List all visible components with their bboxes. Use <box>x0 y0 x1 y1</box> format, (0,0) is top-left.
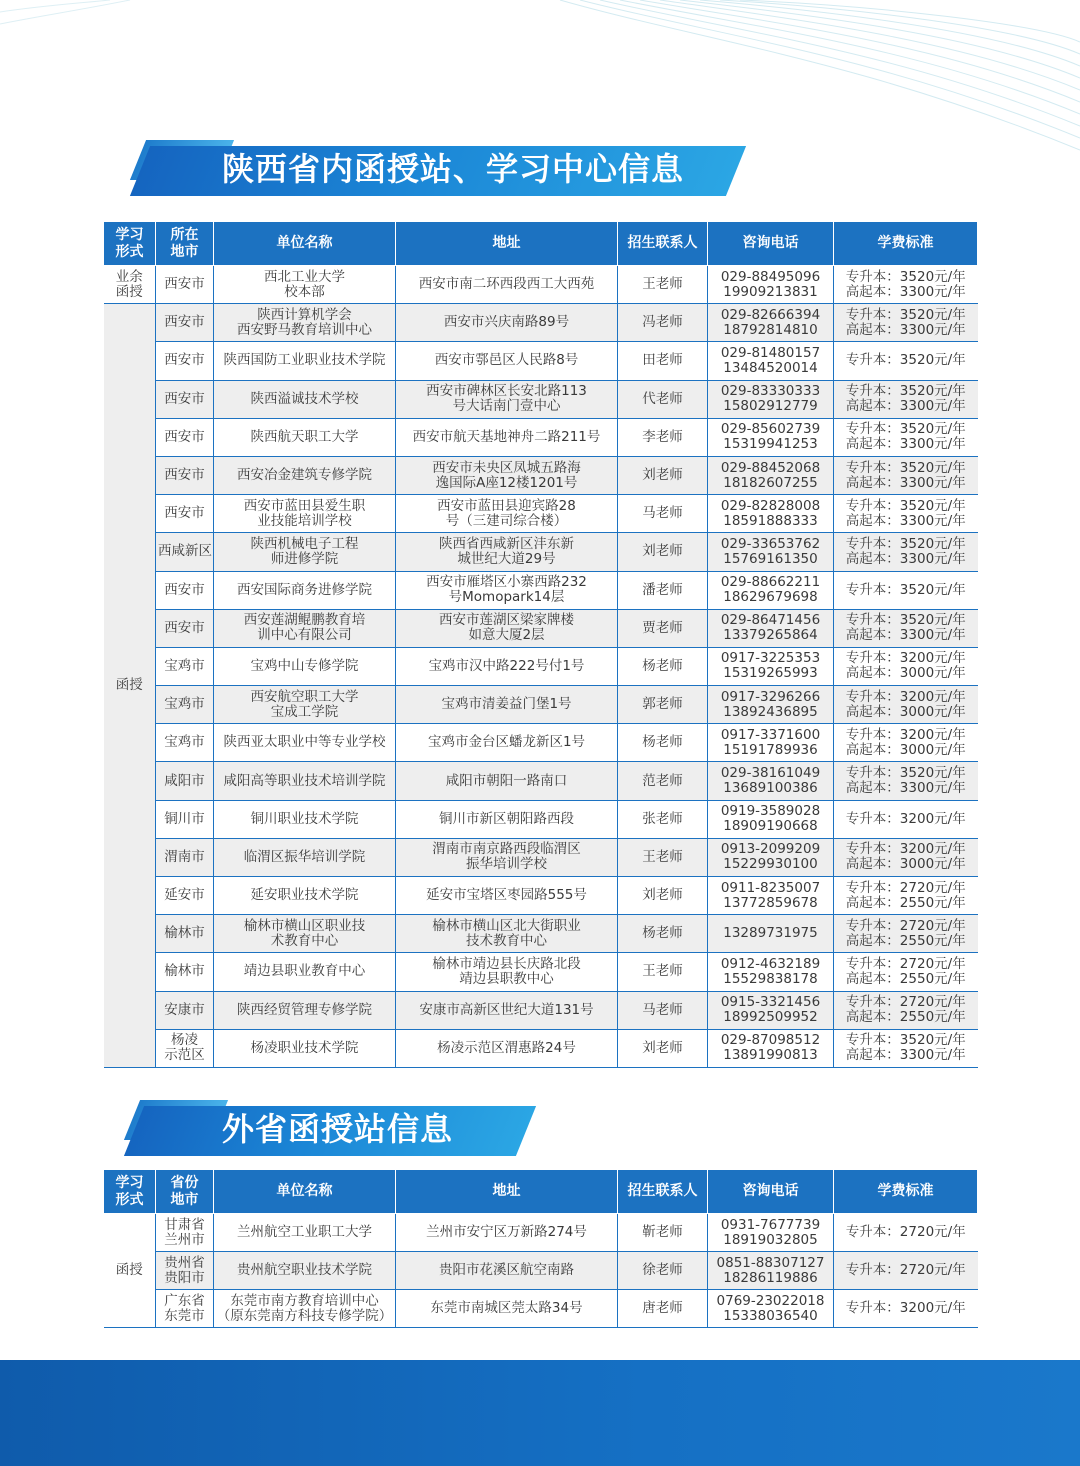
address-cell: 西安市雁塔区小寨西路232 号Momopark14层 <box>396 571 618 609</box>
table-row <box>104 380 978 418</box>
city-cell: 西安市 <box>156 380 214 418</box>
city-cell: 咸阳市 <box>156 762 214 800</box>
address-cell: 西安市航天基地神舟二路211号 <box>396 418 618 456</box>
city-cell: 西安市 <box>156 571 214 609</box>
phone-cell: 0913-2099209 15229930100 <box>708 838 834 876</box>
phone-cell: 0915-3321456 18992509952 <box>708 991 834 1029</box>
unit-name-cell: 陕西经贸管理专修学院 <box>214 991 396 1029</box>
fee-cell: 专升本：2720元/年 高起本：2550元/年 <box>834 915 978 953</box>
address-cell: 陕西省西咸新区沣东新 城世纪大道29号 <box>396 533 618 571</box>
header-phone: 咨询电话 <box>708 222 834 266</box>
table-row <box>104 1029 978 1067</box>
out-of-province-stations-table <box>103 1169 978 1328</box>
contact-cell: 刘老师 <box>618 1029 708 1067</box>
address-cell: 咸阳市朝阳一路南口 <box>396 762 618 800</box>
phone-cell: 0917-3371600 15191789936 <box>708 724 834 762</box>
section-banner <box>0 143 760 193</box>
table-row <box>104 991 978 1029</box>
contact-cell: 徐老师 <box>618 1252 708 1290</box>
fee-cell: 专升本：3200元/年 高起本：3000元/年 <box>834 724 978 762</box>
phone-cell: 0911-8235007 13772859678 <box>708 877 834 915</box>
unit-name-cell: 西安莲湖鲲鹏教育培 训中心有限公司 <box>214 609 396 647</box>
fee-cell: 专升本：3520元/年 高起本：3300元/年 <box>834 533 978 571</box>
contact-cell: 王老师 <box>618 838 708 876</box>
fee-cell: 专升本：3520元/年 高起本：3300元/年 <box>834 609 978 647</box>
fee-cell: 专升本：3200元/年 <box>834 800 978 838</box>
fee-cell: 专升本：3520元/年 高起本：3300元/年 <box>834 304 978 342</box>
address-cell: 东莞市南城区莞太路34号 <box>396 1290 618 1328</box>
address-cell: 西安市蓝田县迎宾路28 号（三建司综合楼） <box>396 495 618 533</box>
fee-cell: 专升本：3520元/年 高起本：3300元/年 <box>834 266 978 304</box>
unit-name-cell: 咸阳高等职业技术培训学院 <box>214 762 396 800</box>
address-cell: 西安市未央区凤城五路海 逸国际A座12楼1201号 <box>396 456 618 494</box>
contact-cell: 冯老师 <box>618 304 708 342</box>
contact-cell: 唐老师 <box>618 1290 708 1328</box>
contact-cell: 郭老师 <box>618 686 708 724</box>
unit-name-cell: 陕西亚太职业中等专业学校 <box>214 724 396 762</box>
section-title: 外省函授站信息 <box>222 1110 454 1148</box>
table-row <box>104 456 978 494</box>
fee-cell: 专升本：2720元/年 高起本：2550元/年 <box>834 877 978 915</box>
unit-name-cell: 榆林市横山区职业技 术教育中心 <box>214 915 396 953</box>
unit-name-cell: 贵州航空职业技术学院 <box>214 1252 396 1290</box>
table-header-row <box>104 222 978 266</box>
fee-cell: 专升本：2720元/年 <box>834 1214 978 1252</box>
unit-name-cell: 西北工业大学 校本部 <box>214 266 396 304</box>
unit-name-cell: 靖边县职业教育中心 <box>214 953 396 991</box>
contact-cell: 张老师 <box>618 800 708 838</box>
phone-cell: 0917-3225353 15319265993 <box>708 647 834 685</box>
fee-cell: 专升本：3520元/年 <box>834 571 978 609</box>
contact-cell: 李老师 <box>618 418 708 456</box>
study-form-cell: 函授 <box>104 1214 156 1328</box>
table-row <box>104 1214 978 1252</box>
fee-cell: 专升本：3200元/年 高起本：3000元/年 <box>834 686 978 724</box>
address-cell: 兰州市安宁区万新路274号 <box>396 1214 618 1252</box>
address-cell: 安康市高新区世纪大道131号 <box>396 991 618 1029</box>
unit-name-cell: 陕西国防工业职业技术学院 <box>214 342 396 380</box>
city-cell: 铜川市 <box>156 800 214 838</box>
fee-cell: 专升本：3520元/年 高起本：3300元/年 <box>834 762 978 800</box>
city-cell: 甘肃省 兰州市 <box>156 1214 214 1252</box>
fee-cell: 专升本：3520元/年 高起本：3300元/年 <box>834 1029 978 1067</box>
contact-cell: 田老师 <box>618 342 708 380</box>
unit-name-cell: 陕西航天职工大学 <box>214 418 396 456</box>
table-row <box>104 418 978 456</box>
city-cell: 榆林市 <box>156 953 214 991</box>
phone-cell: 029-38161049 13689100386 <box>708 762 834 800</box>
city-cell: 渭南市 <box>156 838 214 876</box>
unit-name-cell: 铜川职业技术学院 <box>214 800 396 838</box>
contact-cell: 王老师 <box>618 953 708 991</box>
city-cell: 宝鸡市 <box>156 724 214 762</box>
unit-name-cell: 西安市蓝田县爱生职 业技能培训学校 <box>214 495 396 533</box>
phone-cell: 029-81480157 13484520014 <box>708 342 834 380</box>
city-cell: 延安市 <box>156 877 214 915</box>
table-row <box>104 953 978 991</box>
contact-cell: 贾老师 <box>618 609 708 647</box>
table-row <box>104 495 978 533</box>
phone-cell: 029-87098512 13891990813 <box>708 1029 834 1067</box>
header-contact: 招生联系人 <box>618 1170 708 1214</box>
fee-cell: 专升本：3200元/年 <box>834 1290 978 1328</box>
table-row <box>104 877 978 915</box>
unit-name-cell: 延安职业技术学院 <box>214 877 396 915</box>
city-cell: 西安市 <box>156 456 214 494</box>
city-cell: 广东省 东莞市 <box>156 1290 214 1328</box>
phone-cell: 029-88662211 18629679698 <box>708 571 834 609</box>
phone-cell: 13289731975 <box>708 915 834 953</box>
header-address: 地址 <box>396 1170 618 1214</box>
fee-cell: 专升本：3520元/年 高起本：3300元/年 <box>834 495 978 533</box>
study-form-cell: 函授 <box>104 304 156 1068</box>
address-cell: 榆林市横山区北大街职业 技术教育中心 <box>396 915 618 953</box>
phone-cell: 029-86471456 13379265864 <box>708 609 834 647</box>
header-form: 学习 形式 <box>104 222 156 266</box>
city-cell: 榆林市 <box>156 915 214 953</box>
table-row <box>104 724 978 762</box>
table-row <box>104 647 978 685</box>
header-city: 省份 地市 <box>156 1170 214 1214</box>
city-cell: 宝鸡市 <box>156 686 214 724</box>
phone-cell: 029-82828008 18591888333 <box>708 495 834 533</box>
address-cell: 杨凌示范区渭惠路24号 <box>396 1029 618 1067</box>
header-fee: 学费标准 <box>834 222 978 266</box>
contact-cell: 刘老师 <box>618 456 708 494</box>
footer-band <box>0 1360 1080 1466</box>
contact-cell: 杨老师 <box>618 724 708 762</box>
unit-name-cell: 陕西机械电子工程 师进修学院 <box>214 533 396 571</box>
fee-cell: 专升本：3520元/年 高起本：3300元/年 <box>834 418 978 456</box>
city-cell: 西安市 <box>156 609 214 647</box>
phone-cell: 029-85602739 15319941253 <box>708 418 834 456</box>
header-unit: 单位名称 <box>214 1170 396 1214</box>
city-cell: 杨凌 示范区 <box>156 1029 214 1067</box>
header-address: 地址 <box>396 222 618 266</box>
address-cell: 西安市碑林区长安北路113 号大话南门壹中心 <box>396 380 618 418</box>
address-cell: 贵阳市花溪区航空南路 <box>396 1252 618 1290</box>
domestic-stations-table <box>103 221 978 1068</box>
phone-cell: 0917-3296266 13892436895 <box>708 686 834 724</box>
unit-name-cell: 东莞市南方教育培训中心 （原东莞南方科技专修学院） <box>214 1290 396 1328</box>
address-cell: 宝鸡市清姜益门堡1号 <box>396 686 618 724</box>
fee-cell: 专升本：2720元/年 <box>834 1252 978 1290</box>
contact-cell: 刘老师 <box>618 877 708 915</box>
header-unit: 单位名称 <box>214 222 396 266</box>
contact-cell: 范老师 <box>618 762 708 800</box>
phone-cell: 0769-23022018 15338036540 <box>708 1290 834 1328</box>
contact-cell: 潘老师 <box>618 571 708 609</box>
table-row <box>104 533 978 571</box>
city-cell: 西安市 <box>156 495 214 533</box>
address-cell: 铜川市新区朝阳路西段 <box>396 800 618 838</box>
address-cell: 西安市南二环西段西工大西苑 <box>396 266 618 304</box>
phone-cell: 029-82666394 18792814810 <box>708 304 834 342</box>
contact-cell: 马老师 <box>618 495 708 533</box>
city-cell: 西安市 <box>156 304 214 342</box>
table-row <box>104 304 978 342</box>
city-cell: 西安市 <box>156 418 214 456</box>
unit-name-cell: 西安航空职工大学 宝成工学院 <box>214 686 396 724</box>
city-cell: 西咸新区 <box>156 533 214 571</box>
address-cell: 宝鸡市金台区蟠龙新区1号 <box>396 724 618 762</box>
city-cell: 安康市 <box>156 991 214 1029</box>
phone-cell: 0851-88307127 18286119886 <box>708 1252 834 1290</box>
unit-name-cell: 临渭区振华培训学院 <box>214 838 396 876</box>
fee-cell: 专升本：2720元/年 高起本：2550元/年 <box>834 953 978 991</box>
header-fee: 学费标准 <box>834 1170 978 1214</box>
address-cell: 西安市鄠邑区人民路8号 <box>396 342 618 380</box>
contact-cell: 马老师 <box>618 991 708 1029</box>
phone-cell: 029-83330333 15802912779 <box>708 380 834 418</box>
table-row <box>104 762 978 800</box>
city-cell: 西安市 <box>156 266 214 304</box>
header-form: 学习 形式 <box>104 1170 156 1214</box>
unit-name-cell: 兰州航空工业职工大学 <box>214 1214 396 1252</box>
fee-cell: 专升本：3520元/年 <box>834 342 978 380</box>
unit-name-cell: 西安国际商务进修学院 <box>214 571 396 609</box>
city-cell: 贵州省 贵阳市 <box>156 1252 214 1290</box>
unit-name-cell: 宝鸡中山专修学院 <box>214 647 396 685</box>
contact-cell: 代老师 <box>618 380 708 418</box>
table-row <box>104 1252 978 1290</box>
table-row <box>104 1290 978 1328</box>
fee-cell: 专升本：3520元/年 高起本：3300元/年 <box>834 456 978 494</box>
phone-cell: 029-33653762 15769161350 <box>708 533 834 571</box>
study-form-cell: 业余 函授 <box>104 266 156 304</box>
phone-cell: 0912-4632189 15529838178 <box>708 953 834 991</box>
contact-cell: 靳老师 <box>618 1214 708 1252</box>
address-cell: 宝鸡市汉中路222号付1号 <box>396 647 618 685</box>
table-row <box>104 342 978 380</box>
table-row <box>104 838 978 876</box>
address-cell: 西安市兴庆南路89号 <box>396 304 618 342</box>
city-cell: 西安市 <box>156 342 214 380</box>
header-city: 所在 地市 <box>156 222 214 266</box>
phone-cell: 0919-3589028 18909190668 <box>708 800 834 838</box>
table-row <box>104 266 978 304</box>
section-title: 陕西省内函授站、学习中心信息 <box>222 150 685 188</box>
table-row <box>104 686 978 724</box>
unit-name-cell: 陕西计算机学会 西安野马教育培训中心 <box>214 304 396 342</box>
table-row <box>104 915 978 953</box>
contact-cell: 王老师 <box>618 266 708 304</box>
unit-name-cell: 西安冶金建筑专修学院 <box>214 456 396 494</box>
header-contact: 招生联系人 <box>618 222 708 266</box>
fee-cell: 专升本：3200元/年 高起本：3000元/年 <box>834 647 978 685</box>
phone-cell: 029-88452068 18182607255 <box>708 456 834 494</box>
contact-cell: 杨老师 <box>618 915 708 953</box>
header-phone: 咨询电话 <box>708 1170 834 1214</box>
address-cell: 延安市宝塔区枣园路555号 <box>396 877 618 915</box>
fee-cell: 专升本：3520元/年 高起本：3300元/年 <box>834 380 978 418</box>
phone-cell: 029-88495096 19909213831 <box>708 266 834 304</box>
contact-cell: 刘老师 <box>618 533 708 571</box>
table-header-row <box>104 1170 978 1214</box>
table-row <box>104 609 978 647</box>
phone-cell: 0931-7677739 18919032805 <box>708 1214 834 1252</box>
fee-cell: 专升本：2720元/年 高起本：2550元/年 <box>834 991 978 1029</box>
address-cell: 渭南市南京路西段临渭区 振华培训学校 <box>396 838 618 876</box>
contact-cell: 杨老师 <box>618 647 708 685</box>
table-row <box>104 571 978 609</box>
address-cell: 榆林市靖边县长庆路北段 靖边县职教中心 <box>396 953 618 991</box>
unit-name-cell: 陕西溢诚技术学校 <box>214 380 396 418</box>
city-cell: 宝鸡市 <box>156 647 214 685</box>
address-cell: 西安市莲湖区梁家牌楼 如意大厦2层 <box>396 609 618 647</box>
fee-cell: 专升本：3200元/年 高起本：3000元/年 <box>834 838 978 876</box>
unit-name-cell: 杨凌职业技术学院 <box>214 1029 396 1067</box>
table-row <box>104 800 978 838</box>
section-banner <box>0 1103 560 1153</box>
